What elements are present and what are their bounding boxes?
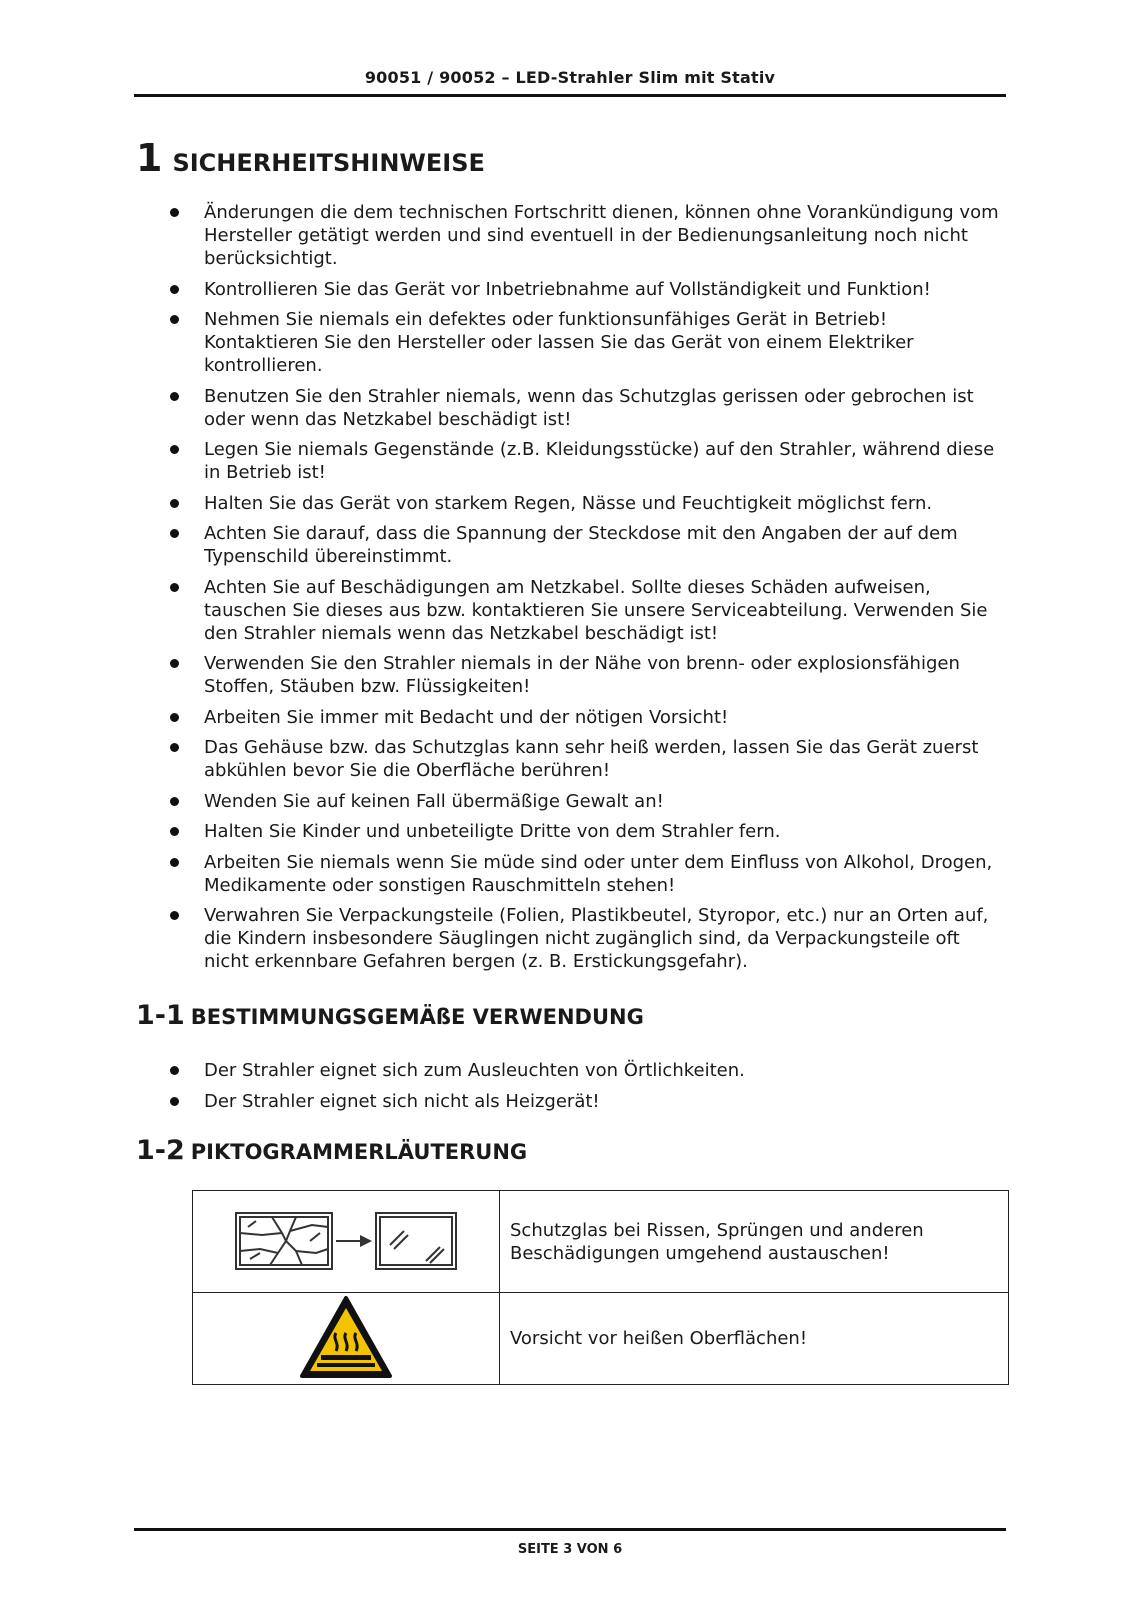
section-1-heading (136, 136, 485, 180)
section-1-number: 1 (136, 136, 163, 180)
header-divider (134, 94, 1006, 97)
pictogram-cell (193, 1191, 500, 1293)
list-item: Das Gehäuse bzw. das Schutzglas kann sehr heiß werden, lassen Sie das Gerät zuerst abkühlen bevor Sie die Oberfläche berühren! (0, 736, 1004, 782)
list-item: Wenden Sie auf keinen Fall übermäßige Gewalt an! (0, 790, 1004, 813)
list-item: Legen Sie niemals Gegenstände (z.B. Kleidungsstücke) auf den Strahler, während diese in Betrieb ist! (0, 438, 1004, 484)
list-item: Achten Sie darauf, dass die Spannung der Steckdose mit den Angaben der auf dem Typenschild übereinstimmt. (0, 522, 1004, 568)
list-item: Arbeiten Sie niemals wenn Sie müde sind oder unter dem Einfluss von Alkohol, Drogen, Medikamente oder sonstigen Rauschmitteln stehen! (0, 851, 1004, 897)
list-item: Verwenden Sie den Strahler niemals in der Nähe von brenn- oder explosionsfähigen Stoffen, Stäuben bzw. Flüssigkeiten! (0, 652, 1004, 698)
list-item: Verwahren Sie Verpackungsteile (Folien, Plastikbeutel, Styropor, etc.) nur an Orten auf, die Kindern insbesondere Säuglingen nicht zugänglich sind, da Verpackungsteile oft nicht erkennbare Gefahren bergen (z. B. Erstickungsgefahr). (0, 904, 1004, 973)
section-1-2-heading (136, 1135, 527, 1166)
list-item: Halten Sie Kinder und unbeteiligte Dritte von dem Strahler fern. (0, 820, 1004, 843)
section-1-2-title: PIKTOGRAMMERLÄUTERUNG (190, 1140, 528, 1164)
footer-divider (134, 1528, 1006, 1531)
intended-use-list (0, 1059, 1004, 1120)
section-1-1-title: BESTIMMUNGSGEMÄßE VERWENDUNG (190, 1005, 644, 1029)
list-item: Der Strahler eignet sich nicht als Heizgerät! (0, 1090, 1004, 1113)
section-1-1-number: 1-1 (136, 1000, 185, 1031)
pictogram-description: Vorsicht vor heißen Oberflächen! (500, 1293, 1009, 1385)
hot-surface-warning-icon (299, 1295, 393, 1379)
list-item: Halten Sie das Gerät von starkem Regen, Nässe und Feuchtigkeit möglichst fern. (0, 492, 1004, 515)
pictogram-cell (193, 1293, 500, 1385)
list-item: Kontrollieren Sie das Gerät vor Inbetriebnahme auf Vollständigkeit und Funktion! (0, 278, 1004, 301)
section-1-2-number: 1-2 (136, 1135, 185, 1166)
safety-notes-list (0, 201, 1004, 981)
page-number: SEITE 3 VON 6 (517, 1542, 623, 1557)
list-item: Achten Sie auf Beschädigungen am Netzkabel. Sollte dieses Schäden aufweisen, tauschen Sie dieses aus bzw. kontaktieren Sie unsere Serviceabteilung. Verwenden Sie den Strahler niemals wenn das Netzkabel beschädigt ist! (0, 576, 1004, 645)
list-item: Der Strahler eignet sich zum Ausleuchten von Örtlichkeiten. (0, 1059, 1004, 1082)
section-1-title: SICHERHEITSHINWEISE (172, 149, 485, 177)
section-1-1-heading (136, 1000, 644, 1031)
list-item: Arbeiten Sie immer mit Bedacht und der nötigen Vorsicht! (0, 706, 1004, 729)
list-item: Benutzen Sie den Strahler niemals, wenn das Schutzglas gerissen oder gebrochen ist oder wenn das Netzkabel beschädigt ist! (0, 385, 1004, 431)
broken-glass-replace-icon (232, 1205, 460, 1275)
table-row (193, 1293, 1009, 1385)
pictogram-table (192, 1190, 1009, 1385)
list-item: Nehmen Sie niemals ein defektes oder funktionsunfähiges Gerät in Betrieb! Kontaktieren Sie den Hersteller oder lassen Sie das Gerät von einem Elektriker kontrollieren. (0, 308, 1004, 377)
pictogram-description: Schutzglas bei Rissen, Sprüngen und anderen Beschädigungen umgehend austauschen! (500, 1191, 1009, 1293)
list-item: Änderungen die dem technischen Fortschritt dienen, können ohne Vorankündigung vom Hersteller getätigt werden und sind eventuell in der Bedienungsanleitung noch nicht berücksichtigt. (0, 201, 1004, 270)
document-header-title: 90051 / 90052 – LED-Strahler Slim mit Stativ (364, 68, 776, 87)
table-row (193, 1191, 1009, 1293)
